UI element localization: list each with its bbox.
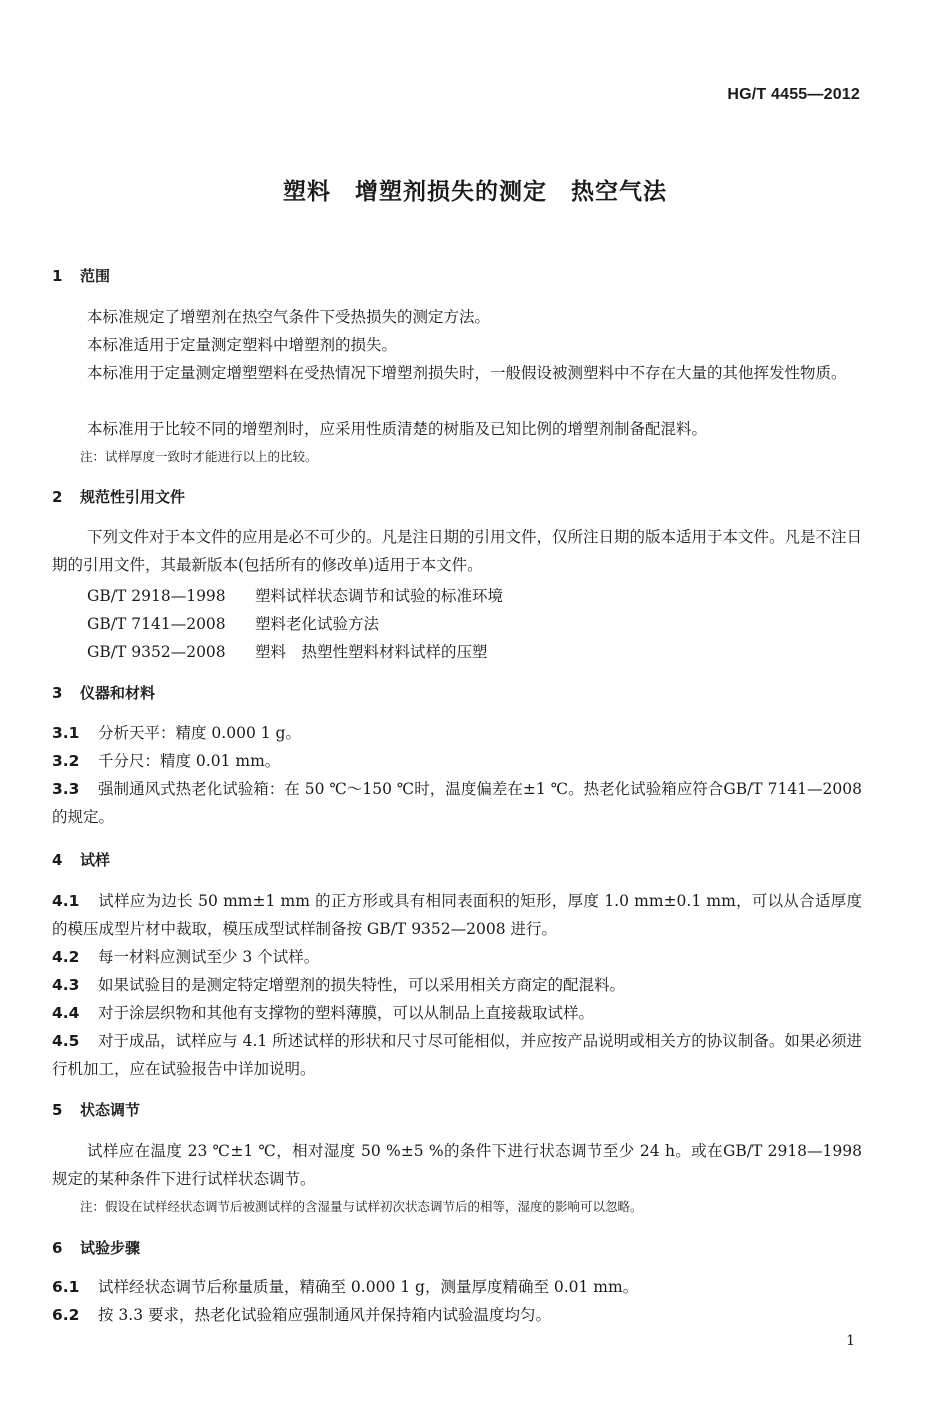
clause-text: 每一材料应测试至少 3 个试样。 [98, 948, 320, 966]
reference-code: GB/T 9352—2008 [87, 643, 226, 661]
clause [52, 1301, 862, 1329]
clause-text: 对于涂层织物和其他有支撑物的塑料薄膜，可以从制品上直接裁取试样。 [98, 1004, 595, 1022]
paragraph: 下列文件对于本文件的应用是必不可少的。凡是注日期的引用文件，仅所注日期的版本适用于本文件。凡是不注日期的引用文件，其最新版本(包括所有的修改单)适用于本文件。 [52, 528, 863, 574]
clause-number: 6.2 [52, 1306, 80, 1324]
section-title: 仪器和材料 [80, 684, 156, 702]
note: 注：试样厚度一致时才能进行以上的比较。 [80, 449, 318, 464]
standard-code: HG/T 4455—2012 [727, 86, 860, 103]
clause-number: 3.1 [52, 724, 80, 742]
section-number: 6 [52, 1239, 63, 1257]
section-heading-apparatus [52, 682, 155, 703]
section-title: 状态调节 [80, 1101, 141, 1119]
reference-item [87, 612, 379, 634]
clause-text: 按 3.3 要求，热老化试验箱应强制通风并保持箱内试验温度均匀。 [98, 1306, 552, 1324]
clause-number: 4.3 [52, 976, 80, 994]
paragraph: 本标准用于比较不同的增塑剂时，应采用性质清楚的树脂及已知比例的增塑剂制备配混料。 [87, 420, 708, 438]
paragraph: 本标准规定了增塑剂在热空气条件下受热损失的测定方法。 [87, 308, 491, 326]
clause [52, 1273, 862, 1301]
clause [52, 943, 862, 971]
clause [52, 1027, 862, 1083]
clause [52, 999, 862, 1027]
paragraph: 本标准用于定量测定增塑塑料在受热情况下增塑剂损失时，一般假设被测塑料中不存在大量的其他挥发性物质。 [87, 364, 847, 382]
clause-number: 3.2 [52, 752, 80, 770]
paragraph: 本标准适用于定量测定塑料中增塑剂的损失。 [87, 336, 398, 354]
section-number: 1 [52, 267, 63, 285]
clause-number: 3.3 [52, 780, 80, 798]
clause [52, 719, 862, 747]
section-heading-conditioning [52, 1099, 140, 1120]
clause [52, 747, 862, 775]
clause-number: 4.4 [52, 1004, 80, 1022]
clause-number: 4.1 [52, 892, 80, 910]
reference-name: 塑料试样状态调节和试验的标准环境 [255, 587, 504, 605]
clause-number: 6.1 [52, 1278, 80, 1296]
reference-item [87, 640, 488, 662]
clause-text: 对于成品，试样应与 4.1 所述试样的形状和尺寸尽可能相似，并应按产品说明或相关方的协议制备。如果必须进行机加工，应在试验报告中详加说明。 [52, 1032, 862, 1078]
section-heading-scope [52, 265, 110, 286]
section-heading-normative-references [52, 486, 185, 507]
reference-name: 塑料老化试验方法 [255, 615, 380, 633]
note: 注：假设在试样经状态调节后被测试样的含湿量与试样初次状态调节后的相等，湿度的影响可以忽略。 [80, 1199, 643, 1214]
section-number: 5 [52, 1101, 63, 1119]
document-title: 塑料 增塑剂损失的测定 热空气法 [283, 179, 667, 205]
section-title: 试验步骤 [80, 1239, 141, 1257]
section-title: 范围 [80, 267, 111, 285]
clause-text: 如果试验目的是测定特定增塑剂的损失特性，可以采用相关方商定的配混料。 [98, 976, 626, 994]
section-number: 4 [52, 851, 63, 869]
clause-text: 千分尺：精度 0.01 mm。 [98, 752, 281, 770]
section-number: 3 [52, 684, 63, 702]
section-title: 规范性引用文件 [80, 488, 186, 506]
section-heading-procedure [52, 1237, 140, 1258]
clause-text: 试样经状态调节后称量质量，精确至 0.000 1 g，测量厚度精确至 0.01 mm。 [98, 1278, 639, 1296]
clause-text: 试样应为边长 50 mm±1 mm 的正方形或具有相同表面积的矩形，厚度 1.0 mm±0.1 mm，可以从合适厚度的模压成型片材中裁取，模压成型试样制备按 GB/T 9352—2008 进行。 [52, 892, 862, 938]
clause-text: 分析天平：精度 0.000 1 g。 [98, 724, 301, 742]
clause-number: 4.5 [52, 1032, 80, 1050]
clause-number: 4.2 [52, 948, 80, 966]
section-title: 试样 [80, 851, 111, 869]
reference-item [87, 584, 503, 606]
reference-code: GB/T 7141—2008 [87, 615, 226, 633]
section-heading-specimens [52, 849, 110, 870]
clause [52, 887, 862, 943]
page-number: 1 [846, 1333, 855, 1349]
clause [52, 775, 862, 831]
paragraph: 试样应在温度 23 ℃±1 ℃，相对湿度 50 %±5 %的条件下进行状态调节至少 24 h。或在GB/T 2918—1998 规定的某种条件下进行试样状态调节。 [52, 1142, 862, 1188]
clause [52, 971, 862, 999]
clause-text: 强制通风式热老化试验箱：在 50 ℃～150 ℃时，温度偏差在±1 ℃。热老化试验箱应符合GB/T 7141—2008 的规定。 [52, 780, 862, 826]
reference-name: 塑料 热塑性塑料材料试样的压塑 [255, 643, 488, 661]
reference-code: GB/T 2918—1998 [87, 587, 226, 605]
section-number: 2 [52, 488, 63, 506]
